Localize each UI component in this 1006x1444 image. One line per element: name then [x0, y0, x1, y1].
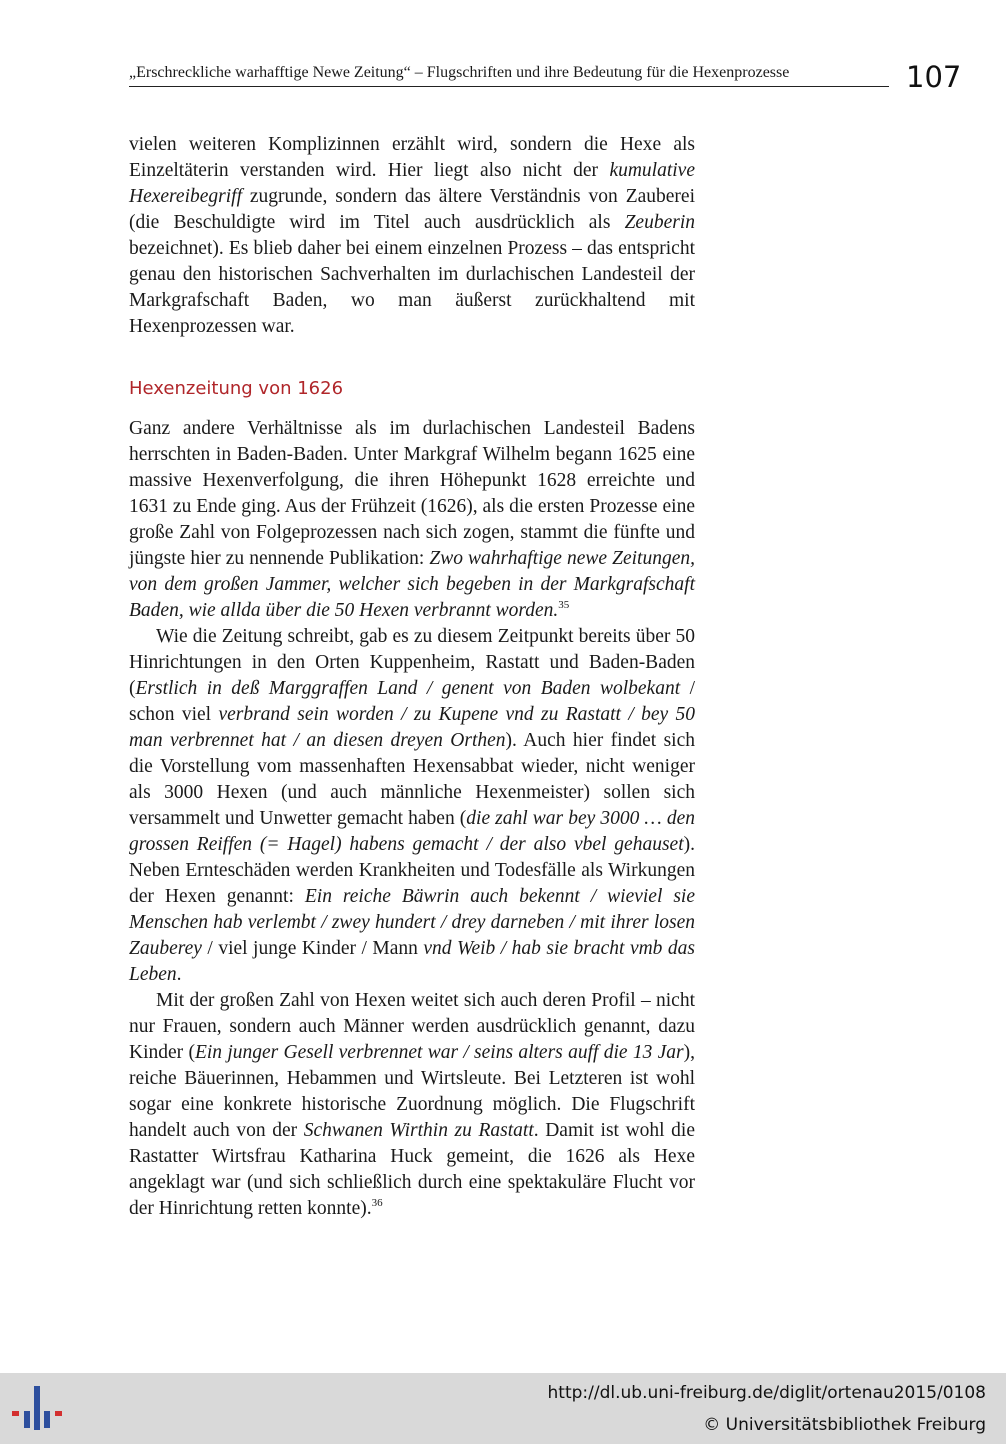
source-url-link[interactable]: http://dl.ub.uni-freiburg.de/diglit/ortenau2015/0108 — [547, 1383, 986, 1403]
page-number: 107 — [906, 60, 962, 94]
copyright-notice: © Universitätsbibliothek Freiburg — [703, 1415, 986, 1435]
text-run: Mit der großen Zahl von Hexen weitet sich auch deren Profil – nicht nur Frauen, sondern auch Männer werden ausdrücklich genannt, dazu Kinder ( — [129, 990, 695, 1063]
text-run: vielen weiteren Komplizinnen erzählt wird, sondern die Hexe als Einzeltäterin verstanden wird. Hier liegt also nicht der — [129, 134, 695, 181]
logo-right-bar — [44, 1411, 50, 1428]
footnote-ref[interactable]: 36 — [371, 1197, 383, 1209]
logo-left-dash — [12, 1411, 19, 1416]
paragraph-3 — [129, 988, 695, 1222]
text-run: . — [176, 964, 182, 985]
italic-quote: Ein reiche Bäwrin auch bekennt / wieviel sie Menschen hab verlembt / zwey hundert / drey darneben / mit ihrer losen Zauberey — [129, 886, 696, 959]
footer-band — [0, 1373, 1006, 1444]
text-block-main — [129, 416, 695, 1222]
text-run: Ganz andere Verhältnisse als im durlachischen Landesteil Badens herrschten in Baden-Baden. Unter Markgraf Wilhelm begann 1625 eine massive Hexenverfolgung, die ihren Höhepunkt 1628 erreichte und 1631 zu Ende ging. Aus der Frühzeit (1626), als die ersten Prozesse eine große Zahl von Folgeprozessen nach sich zogen, stammt die fünfte und jüngste hier zu nennende Publikation: — [129, 418, 695, 569]
italic-quote: verbrand sein worden / zu Kupene vnd zu Rastatt / bey 50 man verbrennet hat / an diesen dreyen Orthen — [129, 704, 695, 751]
italic-quote: Erstlich in deß Marggraffen Land / genent von Baden wolbekant — [135, 678, 681, 699]
text-run: ). Neben Ernteschäden werden Krankheiten und Todesfälle als Wirkungen der Hexen genannt: — [129, 834, 695, 907]
paragraph-2 — [129, 624, 695, 988]
text-run: bezeichnet). Es blieb daher bei einem einzelnen Prozess – das entspricht genau den historischen Sachverhalten im durlachischen Landesteil der Markgrafschaft Baden, wo man äußerst zurückhaltend mit Hexenprozessen war. — [129, 238, 695, 337]
logo-left-bar — [24, 1411, 30, 1428]
footnote-ref[interactable]: 35 — [558, 599, 570, 611]
italic-quote: Zwo wahrhaftige newe Zeitungen, von dem großen Jammer, welcher sich begeben in der Markgrafschaft Baden, wie allda über die 50 Hexen verbrannt worden. — [129, 548, 695, 621]
text-run: ). Auch hier findet sich die Vorstellung vom massenhaften Hexensabbat wieder, nicht weniger als 3000 Hexen (und auch männliche Hexenmeister) sollen sich versammelt und Unwetter gemacht haben ( — [129, 730, 695, 829]
paragraph-1 — [129, 416, 695, 624]
text-run: . Damit ist wohl die Rastatter Wirtsfrau Katharina Huck gemeint, die 1626 als Hexe angeklagt war (und sich schließlich durch eine spektakuläre Flucht vor der Hinrichtung retten konnte). — [129, 1120, 695, 1219]
running-head: „Erschreckliche warhafftige Newe Zeitung“ – Flugschriften und ihre Bedeutung für die Hexenprozesse — [129, 62, 889, 87]
logo-center-bar — [34, 1386, 40, 1430]
paragraph-intro — [129, 132, 695, 340]
section-heading: Hexenzeitung von 1626 — [129, 378, 344, 399]
logo-right-dash — [55, 1411, 62, 1416]
italic-term: Zeuberin — [624, 212, 695, 233]
italic-quote: vnd Weib / hab sie bracht vmb das Leben — [129, 938, 696, 985]
ub-freiburg-logo-icon — [12, 1383, 64, 1435]
text-run: / viel junge Kinder / Mann — [201, 938, 424, 959]
italic-quote: Ein junger Gesell verbrennet war / seins alters auff die 13 Jar — [194, 1042, 684, 1063]
italic-quote: die zahl war bey 3000 … den grossen Reiffen (= Hagel) habens gemacht / der also vbel gehauset — [129, 808, 695, 855]
italic-term: kumulative Hexereibegriff — [129, 160, 695, 207]
text-run: Wie die Zeitung schreibt, gab es zu diesem Zeitpunkt bereits über 50 Hinrichtungen in den Orten Kuppenheim, Rastatt und Baden-Baden ( — [129, 626, 695, 699]
text-run: ), reiche Bäuerinnen, Hebammen und Wirtsleute. Bei Letzteren ist wohl sogar eine konkrete historische Zuordnung möglich. Die Flugschrift handelt auch von der — [129, 1042, 695, 1141]
italic-quote: Schwanen Wirthin zu Rastatt — [303, 1120, 534, 1141]
text-run: zugrunde, sondern das ältere Verständnis von Zauberei (die Beschuldigte wird im Titel auch ausdrücklich als — [129, 186, 695, 233]
text-block-top — [129, 132, 695, 340]
text-run: / schon viel — [129, 678, 696, 725]
